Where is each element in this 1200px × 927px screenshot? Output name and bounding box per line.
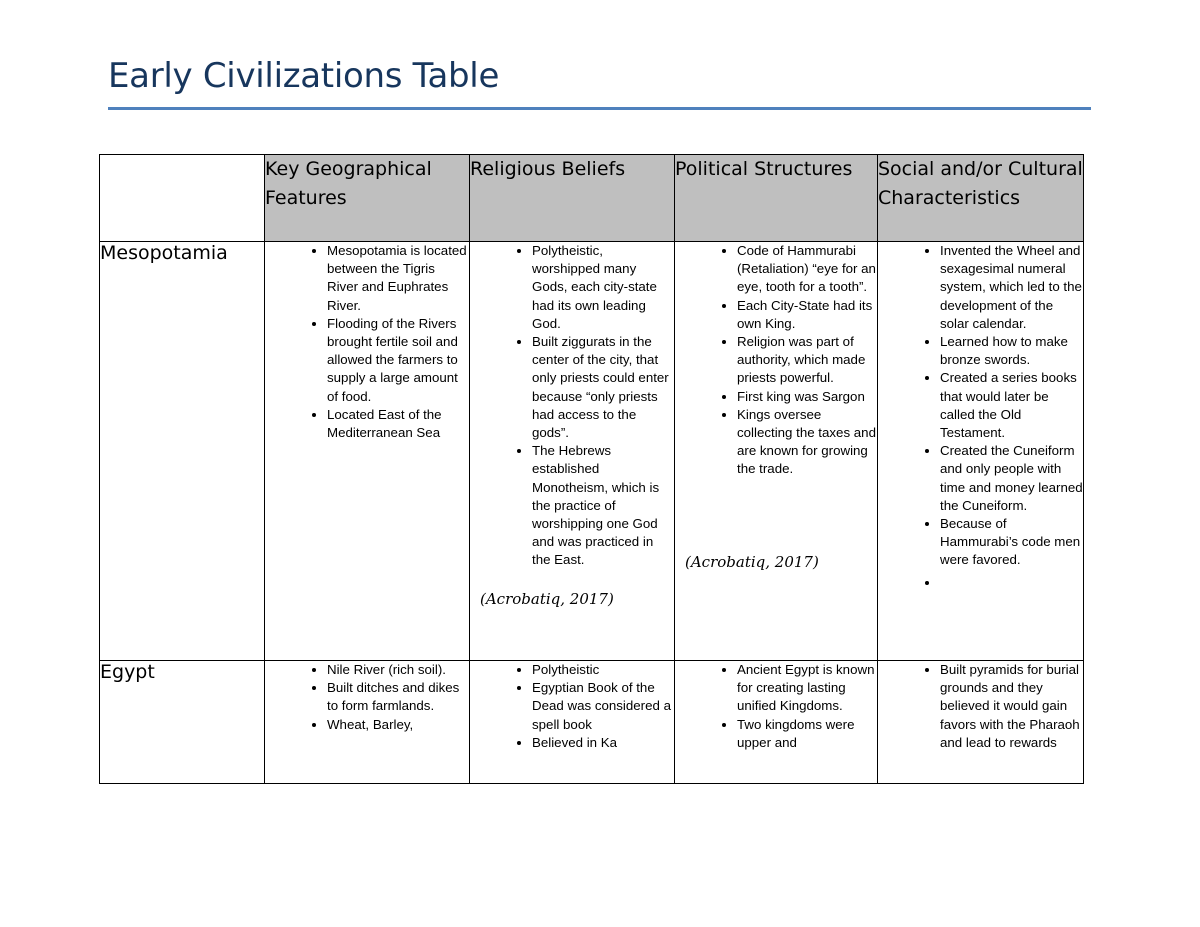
bullet-list <box>675 661 877 752</box>
page-title: Early Civilizations Table <box>108 56 500 96</box>
column-header: Social and/or Cultural Characteristics <box>878 155 1084 242</box>
list-item: • Polytheistic, worshipped many Gods, each city-state had its own leading God. <box>532 242 674 333</box>
title-divider <box>108 107 1091 110</box>
list-item: • Built pyramids for burial grounds and they believed it would gain favors with the Pharaoh and lead to rewards <box>940 661 1083 752</box>
list-item: • Because of Hammurabi’s code men were favored. <box>940 515 1083 570</box>
column-header: Key Geographical Features <box>265 155 470 242</box>
column-header: Religious Beliefs <box>470 155 675 242</box>
bullet-list <box>878 661 1083 752</box>
table-cell <box>878 661 1084 784</box>
bullet-list <box>878 242 1083 592</box>
list-item-empty <box>940 574 1083 592</box>
list-item: • Religion was part of authority, which made priests powerful. <box>737 333 877 388</box>
table-cell <box>675 661 878 784</box>
table-row <box>100 242 1084 661</box>
list-item: • Located East of the Mediterranean Sea <box>327 406 469 442</box>
list-item: • Learned how to make bronze swords. <box>940 333 1083 369</box>
list-item: • Invented the Wheel and sexagesimal numeral system, which led to the development of the solar calendar. <box>940 242 1083 333</box>
citation: (Acrobatiq, 2017) <box>480 589 614 608</box>
list-item: • Ancient Egypt is known for creating lasting unified Kingdoms. <box>737 661 877 716</box>
row-header: Egypt <box>100 661 265 784</box>
table-cell <box>878 242 1084 661</box>
table-cell <box>265 661 470 784</box>
table-header-row <box>100 155 1084 242</box>
civilizations-table <box>99 154 1084 784</box>
bullet-list <box>265 242 469 442</box>
bullet-list <box>675 242 877 479</box>
list-item: • Created the Cuneiform and only people with time and money learned the Cuneiform. <box>940 442 1083 515</box>
bullet-list <box>470 242 674 570</box>
list-item: • Two kingdoms were upper and <box>737 716 877 752</box>
list-item: • The Hebrews established Monotheism, which is the practice of worshipping one God and was practiced in the East. <box>532 442 674 569</box>
list-item: • Polytheistic <box>532 661 674 679</box>
table-cell <box>470 661 675 784</box>
list-item: • First king was Sargon <box>737 388 877 406</box>
list-item: • Egyptian Book of the Dead was considered a spell book <box>532 679 674 734</box>
list-item: • Each City-State had its own King. <box>737 297 877 333</box>
list-item: • Built ditches and dikes to form farmlands. <box>327 679 469 715</box>
table-cell <box>265 242 470 661</box>
list-item: • Created a series books that would later be called the Old Testament. <box>940 369 1083 442</box>
list-item: • Code of Hammurabi (Retaliation) “eye for an eye, tooth for a tooth”. <box>737 242 877 297</box>
list-item: • Flooding of the Rivers brought fertile soil and allowed the farmers to supply a large amount of food. <box>327 315 469 406</box>
row-header: Mesopotamia <box>100 242 265 661</box>
list-item: • Nile River (rich soil). <box>327 661 469 679</box>
table-row <box>100 661 1084 784</box>
bullet-list <box>265 661 469 734</box>
list-item: • Built ziggurats in the center of the city, that only priests could enter because “only priests had access to the gods”. <box>532 333 674 442</box>
table-cell <box>470 242 675 661</box>
list-item: • Wheat, Barley, <box>327 716 469 734</box>
table-corner <box>100 155 265 242</box>
list-item: • Kings oversee collecting the taxes and are known for growing the trade. <box>737 406 877 479</box>
list-item: • Believed in Ka <box>532 734 674 752</box>
list-item: • Mesopotamia is located between the Tigris River and Euphrates River. <box>327 242 469 315</box>
bullet-list <box>470 661 674 752</box>
column-header: Political Structures <box>675 155 878 242</box>
citation: (Acrobatiq, 2017) <box>685 552 819 571</box>
table-cell <box>675 242 878 661</box>
